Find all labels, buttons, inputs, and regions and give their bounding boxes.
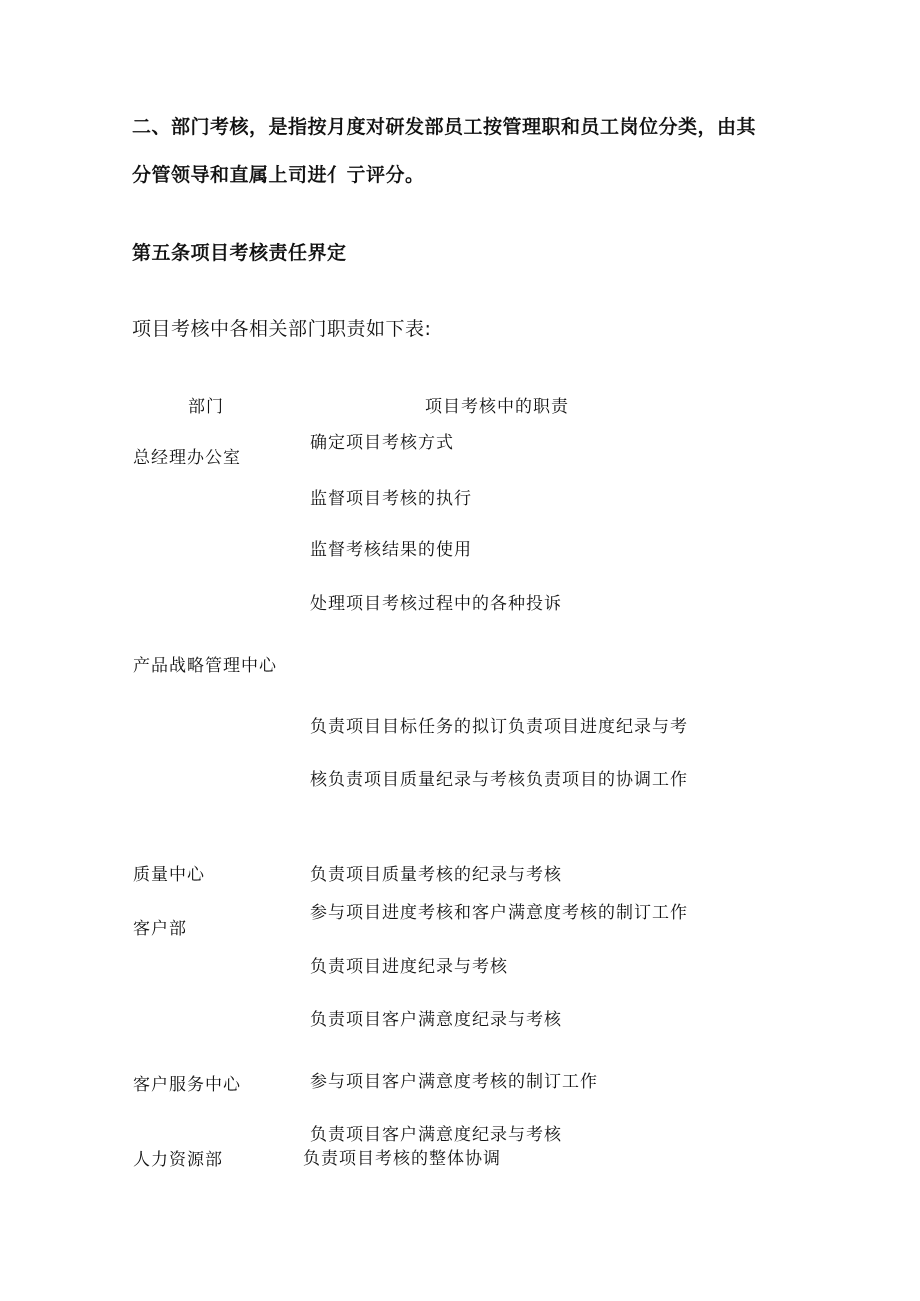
duty-cell: 监督考核结果的使用 (310, 540, 472, 560)
duty-cell: 监督项目考核的执行 (310, 489, 472, 509)
duty-cell: 负责项目质量考核的纪录与考核 (310, 865, 562, 885)
duty-cell: 负责项目客户满意度纪录与考核 (310, 1125, 562, 1145)
header-department: 部门 (188, 397, 224, 417)
department-cell: 人力资源部 (133, 1150, 223, 1170)
department-cell: 总经理办公室 (133, 448, 241, 468)
article-heading: 第五条项目考核责任界定 (132, 242, 347, 264)
paragraph-line-1: 二、部门考核，是指按月度对研发部员工按管理职和员工岗位分类，由其 (132, 116, 757, 138)
duty-cell: 核负责项目质量纪录与考核负责项目的协调工作 (310, 770, 688, 790)
paragraph-line-2: 分管领导和直属上司进亻亍评分。 (132, 164, 425, 186)
duty-cell: 参与项目客户满意度考核的制订工作 (310, 1072, 598, 1092)
duty-cell: 确定项目考核方式 (310, 433, 454, 453)
duty-cell: 负责项目进度纪录与考核 (310, 957, 508, 977)
duty-cell: 处理项目考核过程中的各种投诉 (310, 594, 562, 614)
duty-cell: 参与项目进度考核和客户满意度考核的制订工作 (310, 903, 688, 923)
duty-cell: 负责项目考核的整体协调 (303, 1149, 501, 1169)
duty-cell: 负责项目目标任务的拟订负责项目进度纪录与考 (310, 717, 688, 737)
department-cell: 客户服务中心 (133, 1075, 241, 1095)
department-cell: 客户部 (133, 919, 187, 939)
table-intro: 项目考核中各相关部门职责如下表: (132, 318, 432, 340)
department-cell: 质量中心 (133, 865, 205, 885)
department-cell: 产品战略管理中心 (133, 656, 277, 676)
duty-cell: 负责项目客户满意度纪录与考核 (310, 1010, 562, 1030)
header-duty: 项目考核中的职责 (425, 397, 569, 417)
